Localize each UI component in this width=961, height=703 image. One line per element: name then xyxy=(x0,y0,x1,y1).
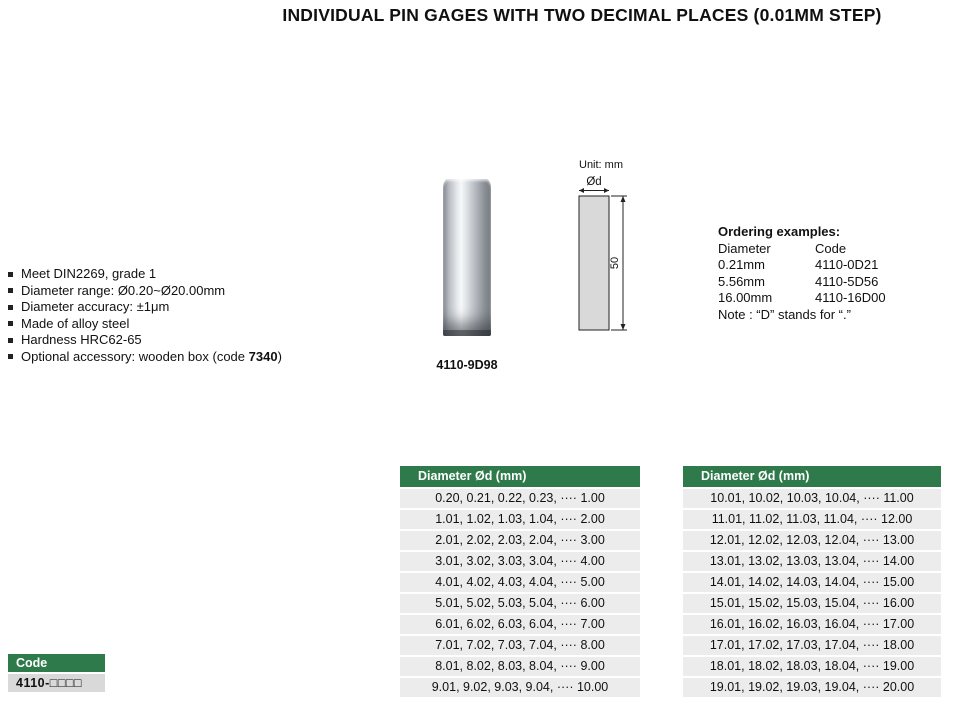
table-row: 19.01, 19.02, 19.03, 19.04, ···· 20.00 xyxy=(683,678,941,697)
bullet-icon xyxy=(8,272,13,277)
table-row: 2.01, 2.02, 2.03, 2.04, ···· 3.00 xyxy=(400,531,640,550)
page-title: INDIVIDUAL PIN GAGES WITH TWO DECIMAL PLACES (0.01MM STEP) xyxy=(282,5,882,25)
feature-text xyxy=(21,349,282,366)
code-header-label: Code xyxy=(8,654,105,672)
diameter-symbol-label: Ød xyxy=(586,176,602,188)
unit-label: Unit: mm xyxy=(579,159,623,171)
feature-text: Diameter range: Ø0.20~Ø20.00mm xyxy=(21,282,226,298)
table-row: 1.01, 1.02, 1.03, 1.04, ···· 2.00 xyxy=(400,510,640,529)
table-header: Diameter Ød (mm) xyxy=(683,466,941,487)
dimension-arrow-icon xyxy=(579,188,584,193)
ordering-diameter: 5.56mm xyxy=(718,273,765,289)
table-row: 17.01, 17.02, 17.03, 17.04, ···· 18.00 xyxy=(683,636,941,655)
ordering-grid xyxy=(718,241,886,307)
feature-item xyxy=(8,316,282,333)
diameter-table-right xyxy=(683,466,941,697)
table-row: 4.01, 4.02, 4.03, 4.04, ···· 5.00 xyxy=(400,573,640,592)
table-row: 15.01, 15.02, 15.03, 15.04, ···· 16.00 xyxy=(683,594,941,613)
bullet-icon xyxy=(8,288,13,293)
feature-item xyxy=(8,283,282,300)
table-row: 12.01, 12.02, 12.03, 12.04, ···· 13.00 xyxy=(683,531,941,550)
height-dimension-label: 50 xyxy=(609,256,621,270)
feature-item xyxy=(8,332,282,349)
table-row: 0.20, 0.21, 0.22, 0.23, ···· 1.00 xyxy=(400,489,640,508)
dimension-arrow-icon xyxy=(621,324,626,330)
table-row: 14.01, 14.02, 14.03, 14.04, ···· 15.00 xyxy=(683,573,941,592)
ordering-diameter: 0.21mm xyxy=(718,257,765,272)
ordering-examples xyxy=(718,224,886,323)
table-row: 11.01, 11.02, 11.03, 11.04, ···· 12.00 xyxy=(683,510,941,529)
feature-text: Made of alloy steel xyxy=(21,315,130,331)
feature-item xyxy=(8,266,282,283)
feature-text: Diameter accuracy: ±1μm xyxy=(21,299,170,314)
table-row: 7.01, 7.02, 7.03, 7.04, ···· 8.00 xyxy=(400,636,640,655)
features-list xyxy=(8,266,282,365)
bullet-icon xyxy=(8,338,13,343)
table-header: Diameter Ød (mm) xyxy=(400,466,640,487)
diameter-table-left xyxy=(400,466,640,697)
ordering-title: Ordering examples: xyxy=(718,224,841,239)
feature-text-part: ) xyxy=(277,348,282,364)
table-row: 13.01, 13.02, 13.03, 13.04, ···· 14.00 xyxy=(683,552,941,571)
dimension-drawing xyxy=(565,155,675,350)
pin-outline-rect xyxy=(579,196,609,330)
dimension-arrow-icon xyxy=(621,196,626,202)
ordering-note: Note : “D” stands for “.” xyxy=(718,306,851,322)
ordering-code: 4110-0D21 xyxy=(815,257,879,272)
table-row: 6.01, 6.02, 6.03, 6.04, ···· 7.00 xyxy=(400,615,640,634)
ordering-code: 4110-16D00 xyxy=(815,290,886,305)
code-block xyxy=(8,654,105,692)
pin-model-label: 4110-9D98 xyxy=(436,358,498,372)
table-row: 3.01, 3.02, 3.03, 3.04, ···· 4.00 xyxy=(400,552,640,571)
table-row: 9.01, 9.02, 9.03, 9.04, ···· 10.00 xyxy=(400,678,640,697)
feature-text-part: Optional accessory: wooden box (code xyxy=(21,348,249,364)
feature-item xyxy=(8,299,282,316)
ordering-col-code: Code xyxy=(815,240,847,256)
bullet-icon xyxy=(8,305,13,310)
table-row: 18.01, 18.02, 18.03, 18.04, ···· 19.00 xyxy=(683,657,941,676)
table-row: 10.01, 10.02, 10.03, 10.04, ···· 11.00 xyxy=(683,489,941,508)
feature-text: Hardness HRC62-65 xyxy=(21,332,142,347)
dimension-arrow-icon xyxy=(604,188,609,193)
table-row: 5.01, 5.02, 5.03, 5.04, ···· 6.00 xyxy=(400,594,640,613)
bullet-icon xyxy=(8,354,13,359)
bullet-icon xyxy=(8,321,13,326)
pin-gage-image xyxy=(443,179,491,336)
table-row: 8.01, 8.02, 8.03, 8.04, ···· 9.00 xyxy=(400,657,640,676)
table-row: 16.01, 16.02, 16.03, 16.04, ···· 17.00 xyxy=(683,615,941,634)
ordering-diameter: 16.00mm xyxy=(718,290,773,305)
ordering-col-diameter: Diameter xyxy=(718,240,771,256)
feature-item xyxy=(8,349,282,366)
ordering-code: 4110-5D56 xyxy=(815,273,879,289)
feature-text: Meet DIN2269, grade 1 xyxy=(21,266,157,281)
code-pattern-value: 4110-□□□□ xyxy=(8,674,105,692)
feature-code-bold: 7340 xyxy=(248,348,278,364)
